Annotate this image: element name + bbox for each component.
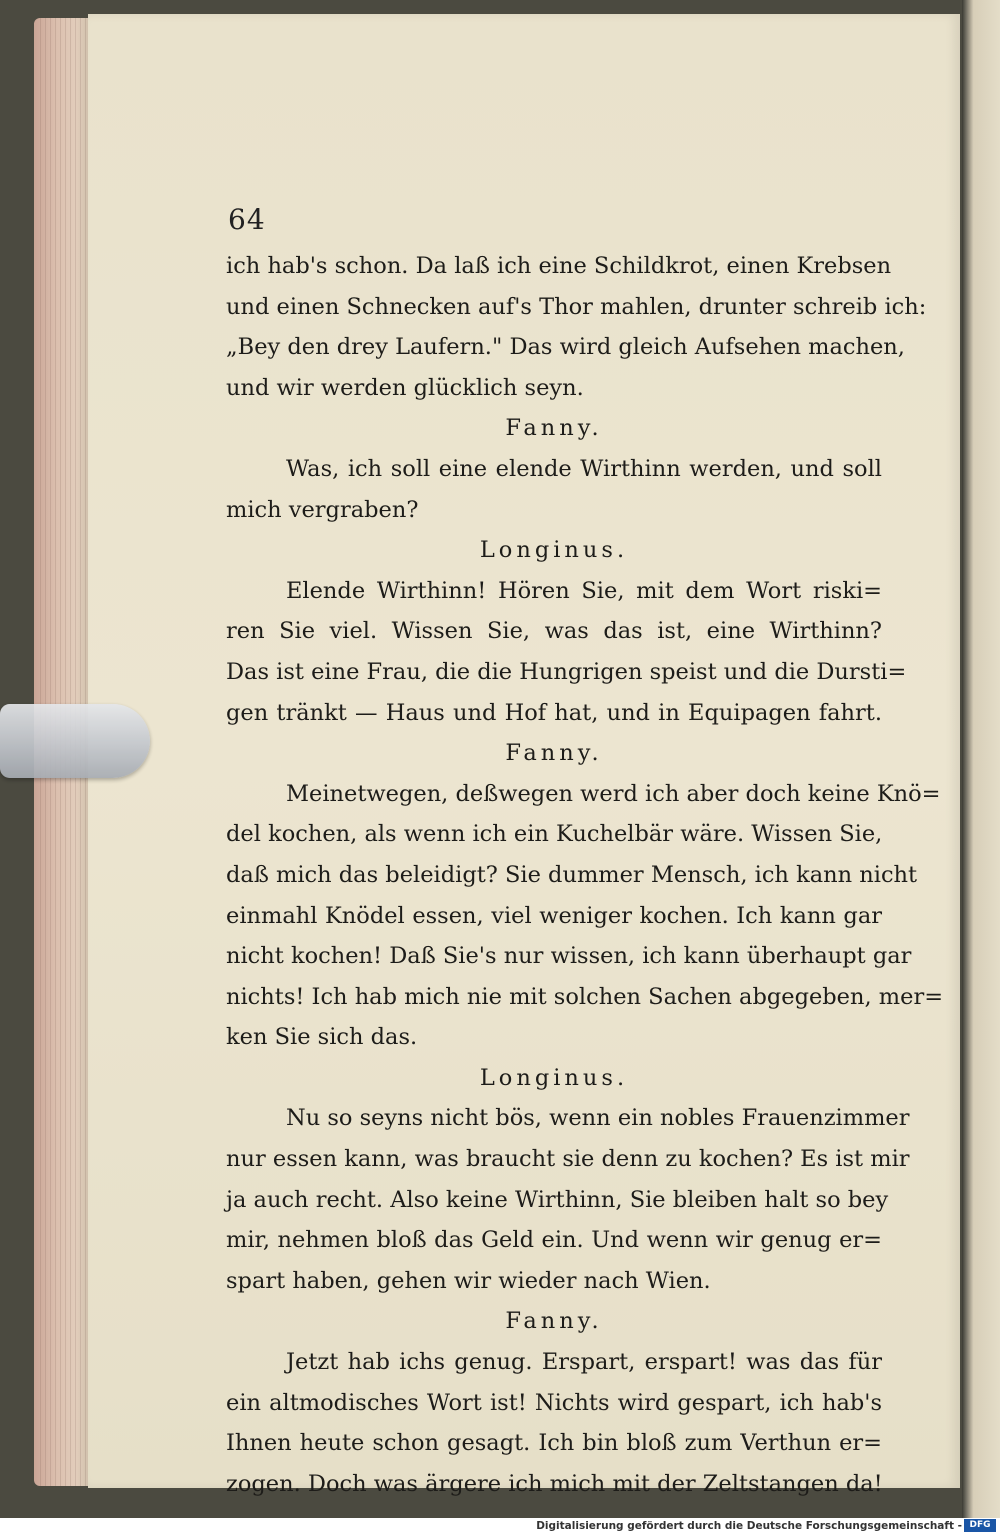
text-line: einmahl Knödel essen, viel weniger kochen. Ich kann gar <box>226 902 882 929</box>
text-line: Das ist eine Frau, die die Hungrigen speist und die Dursti= <box>226 658 907 685</box>
bookmark-clip <box>0 704 150 778</box>
text-line: ein altmodisches Wort ist! Nichts wird gespart, ich hab's <box>226 1389 882 1416</box>
text-line: ja auch recht. Also keine Wirthinn, Sie bleiben halt so bey <box>226 1186 889 1213</box>
text-line: Elende Wirthinn! Hören Sie, mit dem Wort riski= <box>286 577 882 604</box>
text-line: ren Sie viel. Wissen Sie, was das ist, eine Wirthinn? <box>226 618 882 645</box>
page-number: 64 <box>228 203 266 236</box>
text-line: Ihnen heute schon gesagt. Ich bin bloß zum Verthun er= <box>226 1430 882 1457</box>
text-line: del kochen, als wenn ich ein Kuchelbär wäre. Wissen Sie, <box>226 821 883 848</box>
text-line: nichts! Ich hab mich nie mit solchen Sachen abgegeben, mer= <box>226 983 944 1010</box>
text-line: gen tränkt — Haus und Hof hat, und in Equipagen fahrt. <box>226 699 882 726</box>
text-line: Meinetwegen, deßwegen werd ich aber doch keine Knö= <box>286 780 941 807</box>
text-line: nicht kochen! Daß Sie's nur wissen, ich kann überhaupt gar <box>226 943 912 970</box>
text-line: nur essen kann, was braucht sie denn zu kochen? Es ist mir <box>226 1146 910 1173</box>
text-line: Jetzt hab ichs genug. Erspart, erspart! was das für <box>286 1349 882 1376</box>
page-text <box>226 246 944 1504</box>
text-line: mir, nehmen bloß das Geld ein. Und wenn wir genug er= <box>226 1227 882 1254</box>
text-line: zogen. Doch was ärgere ich mich mit der Zeltstangen da! <box>226 1470 883 1497</box>
text-line: Nu so seyns nicht bös, wenn ein nobles Frauenzimmer <box>286 1105 910 1132</box>
footer-bar <box>0 1518 1000 1534</box>
text-line: mich vergraben? <box>226 496 419 523</box>
facing-page-edge <box>962 0 1000 1518</box>
speaker-name: Longinus. <box>479 1064 629 1091</box>
text-line: ken Sie sich das. <box>226 1024 418 1051</box>
speaker-name: Fanny. <box>505 740 603 767</box>
text-line: „Bey den drey Laufern." Das wird gleich Aufsehen machen, <box>226 334 905 361</box>
text-line: daß mich das beleidigt? Sie dummer Mensch, ich kann nicht <box>226 861 918 888</box>
speaker-name: Fanny. <box>505 1308 603 1335</box>
text-line: ich hab's schon. Da laß ich eine Schildkrot, einen Krebsen <box>226 253 892 279</box>
dfg-logo: DFG <box>964 1519 996 1532</box>
text-line: spart haben, gehen wir wieder nach Wien. <box>226 1267 711 1294</box>
text-line: Was, ich soll eine elende Wirthinn werden, und soll <box>286 455 882 482</box>
text-line: und einen Schnecken auf's Thor mahlen, drunter schreib ich: <box>226 293 927 320</box>
footer-credit: Digitalisierung gefördert durch die Deutsche Forschungsgemeinschaft - <box>536 1520 962 1532</box>
speaker-name: Fanny. <box>505 415 603 442</box>
text-line: und wir werden glücklich seyn. <box>226 374 584 401</box>
speaker-name: Longinus. <box>479 537 629 564</box>
